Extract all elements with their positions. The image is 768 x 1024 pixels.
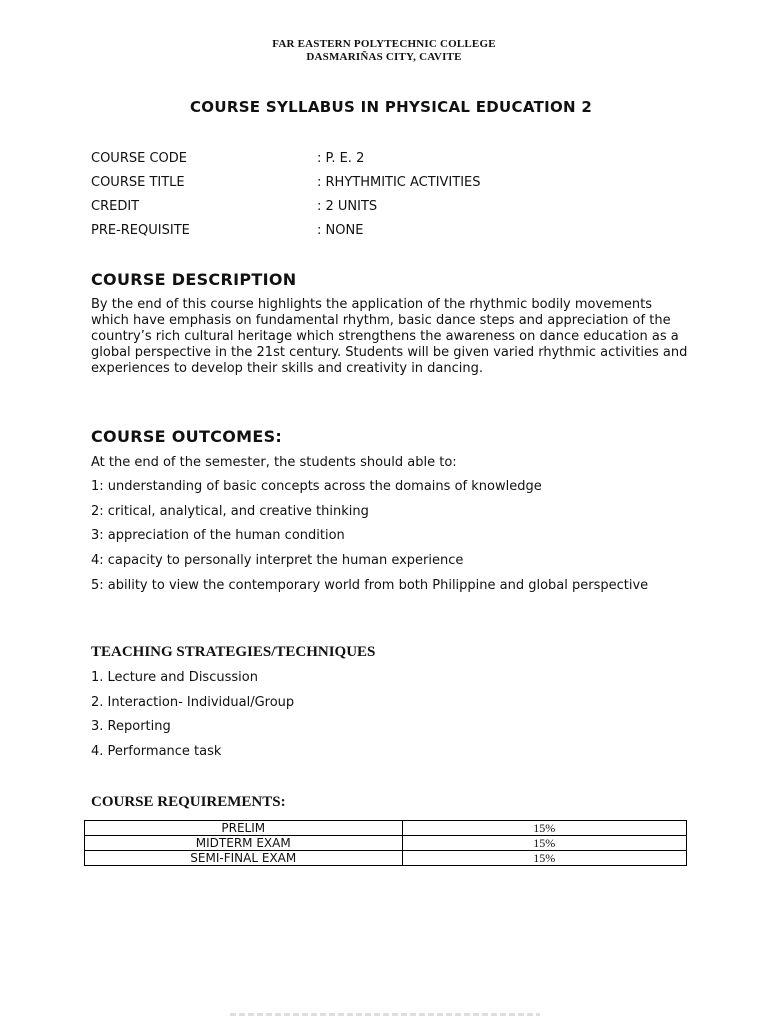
table-row (85, 821, 687, 836)
credit-value: : 2 UNITS (317, 199, 378, 214)
prerequisite-row (91, 223, 691, 241)
credit-row (91, 199, 691, 217)
prerequisite-value: : NONE (317, 223, 364, 238)
table-row (85, 851, 687, 866)
strategy-item: 3. Reporting (91, 719, 171, 734)
course-title-row (91, 175, 691, 193)
outcome-item: 5: ability to view the contemporary world from both Philippine and global perspective (91, 578, 649, 593)
college-location: DASMARIÑAS CITY, CAVITE (306, 51, 462, 63)
college-name: FAR EASTERN POLYTECHNIC COLLEGE (272, 38, 496, 50)
outcome-item: 2: critical, analytical, and creative thinking (91, 504, 369, 519)
requirement-weight: 15% (402, 851, 687, 866)
requirement-name: MIDTERM EXAM (85, 836, 403, 851)
course-code-row (91, 151, 691, 169)
strategy-item: 4. Performance task (91, 744, 222, 759)
outcomes-heading: COURSE OUTCOMES: (91, 427, 283, 446)
requirements-heading: COURSE REQUIREMENTS: (91, 794, 286, 810)
description-body: By the end of this course highlights the application of the rhythmic bodily movements which have emphasis on fundamental rhythm, basic dance steps and appreciation of the country’s rich cultural heritage which strengthens the awareness on dance education as a global perspective in the 21st century. Students will be given varied rhythmic activities and experiences to develop their skills and creativity in dancing. (91, 297, 688, 376)
prerequisite-label: PRE-REQUISITE (91, 223, 190, 238)
course-title-label: COURSE TITLE (91, 175, 185, 190)
page-title: COURSE SYLLABUS IN PHYSICAL EDUCATION 2 (190, 98, 593, 116)
strategy-item: 1. Lecture and Discussion (91, 670, 258, 685)
course-title-value: : RHYTHMITIC ACTIVITIES (317, 175, 481, 190)
outcome-item: 4: capacity to personally interpret the human experience (91, 553, 464, 568)
requirement-name: PRELIM (85, 821, 403, 836)
requirements-table (84, 820, 687, 866)
faint-footer-mark (230, 1013, 540, 1016)
requirement-weight: 15% (402, 821, 687, 836)
course-code-value: : P. E. 2 (317, 151, 365, 166)
description-heading: COURSE DESCRIPTION (91, 270, 297, 289)
credit-label: CREDIT (91, 199, 140, 214)
requirement-name: SEMI-FINAL EXAM (85, 851, 403, 866)
course-code-label: COURSE CODE (91, 151, 187, 166)
outcome-item: 3: appreciation of the human condition (91, 528, 345, 543)
requirement-weight: 15% (402, 836, 687, 851)
strategies-heading: TEACHING STRATEGIES/TECHNIQUES (91, 644, 376, 660)
strategy-item: 2. Interaction- Individual/Group (91, 695, 295, 710)
outcome-item: 1: understanding of basic concepts across the domains of knowledge (91, 479, 542, 494)
outcomes-intro: At the end of the semester, the students should able to: (91, 455, 457, 470)
table-row (85, 836, 687, 851)
